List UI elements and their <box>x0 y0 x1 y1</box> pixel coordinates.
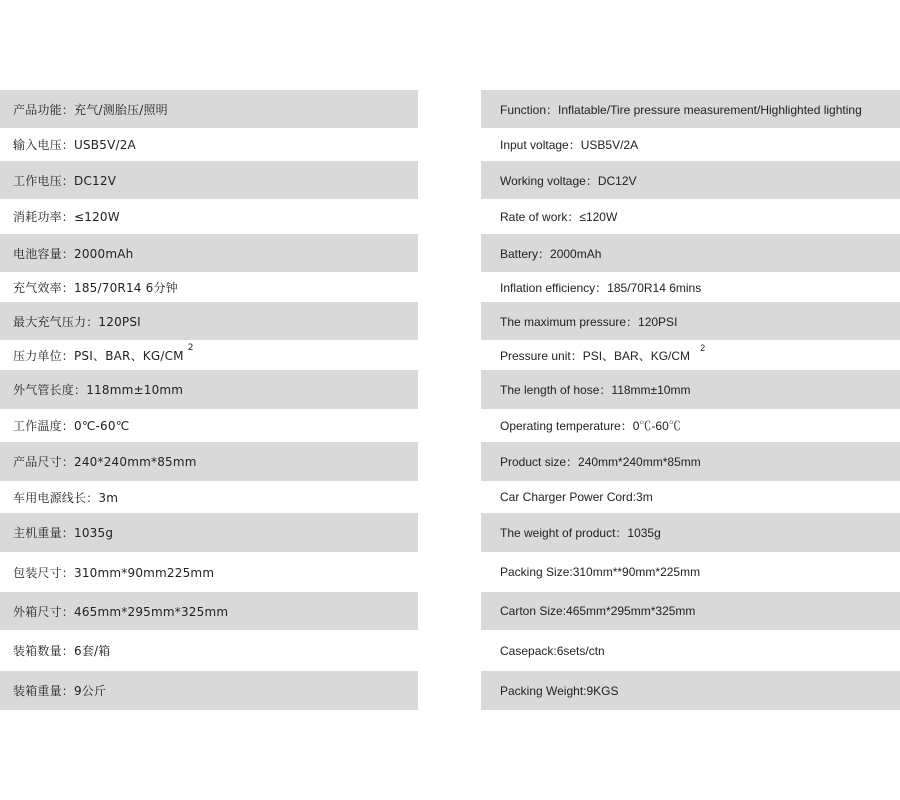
spec-label-en: Rate of work：≤120W <box>500 210 618 224</box>
spec-row-product-size <box>0 442 900 481</box>
spec-label-en: Carton Size:465mm*295mm*325mm <box>481 592 900 630</box>
spec-row-carton-size <box>0 592 900 630</box>
spec-row-product-weight <box>0 513 900 552</box>
spec-label-zh: 工作温度：0℃-60℃ <box>13 419 130 433</box>
spec-row-operating-temperature <box>0 409 900 442</box>
spec-label-zh: 装箱数量：6套/箱 <box>13 644 111 658</box>
spec-label-en: Battery：2000mAh <box>481 234 900 272</box>
spec-label-zh: 电池容量：2000mAh <box>0 234 418 272</box>
spec-row-working-voltage <box>0 161 900 199</box>
spec-label-zh: 最大充气压力：120PSI <box>0 302 418 340</box>
spec-label-zh: 产品尺寸：240*240mm*85mm <box>0 442 418 481</box>
spec-row-hose-length <box>0 370 900 409</box>
spec-label-zh: 工作电压：DC12V <box>0 161 418 199</box>
spec-row-input-voltage <box>0 128 900 161</box>
spec-label-en: Inflation efficiency：185/70R14 6mins <box>500 280 702 295</box>
spec-label-en: Pressure unit：PSI、BAR、KG/CM <box>500 348 691 363</box>
spec-label-en: The maximum pressure：120PSI <box>481 302 900 340</box>
spec-row-packing-weight <box>0 671 900 710</box>
spec-label-en: Function：Inflatable/Tire pressure measurement/Highlighted lighting <box>481 90 900 128</box>
spec-row-battery <box>0 234 900 272</box>
spec-row-function <box>0 90 900 128</box>
spec-label-en: Packing Weight:9KGS <box>481 671 900 710</box>
spec-label-zh: 产品功能：充气/测胎压/照明 <box>0 90 418 128</box>
spec-label-zh: 外气管长度：118mm±10mm <box>0 370 418 409</box>
spec-label-en: Casepack:6sets/ctn <box>500 643 605 658</box>
spec-label-zh: 外箱尺寸：465mm*295mm*325mm <box>0 592 418 630</box>
spec-label-en: Product size：240mm*240mm*85mm <box>481 442 900 481</box>
spec-row-casepack <box>0 630 900 671</box>
spec-label-zh: 压力单位：PSI、BAR、KG/CM <box>13 348 184 363</box>
spec-cell-zh <box>0 340 418 370</box>
spec-label-en: Car Charger Power Cord:3m <box>500 490 653 504</box>
spec-row-pressure-unit <box>0 340 900 370</box>
spec-label-zh: 主机重量：1035g <box>0 513 418 552</box>
spec-row-packing-size <box>0 552 900 592</box>
spec-label-zh: 包装尺寸：310mm*90mm225mm <box>13 565 215 580</box>
spec-label-en: The weight of product：1035g <box>481 513 900 552</box>
spec-row-inflation-efficiency <box>0 272 900 302</box>
spec-row-max-pressure <box>0 302 900 340</box>
spec-label-zh: 充气效率：185/70R14 6分钟 <box>13 280 178 295</box>
spec-row-power-cord <box>0 481 900 513</box>
spec-label-en: Working voltage：DC12V <box>481 161 900 199</box>
spec-label-en: Packing Size:310mm**90mm*225mm <box>500 565 701 579</box>
spec-cell-en <box>481 340 900 370</box>
spec-label-zh: 装箱重量：9公斤 <box>0 671 418 710</box>
spec-label-en: The length of hose：118mm±10mm <box>481 370 900 409</box>
spec-label-zh: 消耗功率：≤120W <box>13 210 120 224</box>
spec-label-zh: 输入电压：USB5V/2A <box>13 138 136 152</box>
spec-row-power <box>0 199 900 234</box>
spec-label-en: Input voltage：USB5V/2A <box>500 138 639 152</box>
superscript-2: 2 <box>187 343 194 353</box>
spec-label-zh: 车用电源线长：3m <box>13 490 119 505</box>
spec-label-en: Operating temperature：0℃-60℃ <box>500 419 681 433</box>
superscript-2: 2 <box>700 343 706 353</box>
